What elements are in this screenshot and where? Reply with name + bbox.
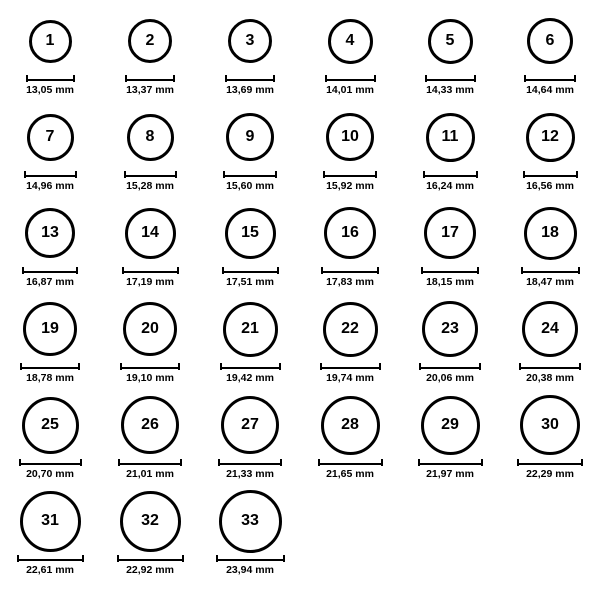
diameter-label: 22,29 mm <box>526 468 574 480</box>
diameter-label: 21,97 mm <box>426 468 474 480</box>
ring-size-cell <box>400 8 500 104</box>
diameter-measure-bar <box>523 170 578 179</box>
ring-circle-wrap <box>25 200 75 266</box>
diameter-measure-bar <box>117 554 184 563</box>
ring-size-cell <box>200 488 300 584</box>
measure-line <box>122 267 179 274</box>
ring-circle-icon <box>22 397 79 454</box>
ring-circle-icon <box>324 207 376 259</box>
measure-line <box>321 267 379 274</box>
ring-circle-wrap <box>520 392 580 458</box>
ring-circle-icon <box>520 395 580 455</box>
measure-line <box>22 267 78 274</box>
ring-size-number: 14 <box>141 224 159 241</box>
ring-circle-icon <box>225 208 276 259</box>
ring-size-number: 24 <box>541 320 559 337</box>
diameter-measure-bar <box>425 74 476 83</box>
diameter-measure-bar <box>323 170 377 179</box>
ring-circle-icon <box>123 302 177 356</box>
ring-circle-icon <box>426 113 475 162</box>
ring-circle-icon <box>526 113 575 162</box>
ring-size-number: 4 <box>345 32 355 49</box>
ring-size-cell <box>400 392 500 488</box>
ring-size-cell <box>100 488 200 584</box>
ring-circle-wrap <box>219 488 282 554</box>
diameter-measure-bar <box>421 266 479 275</box>
measure-line <box>423 171 478 178</box>
ring-circle-icon <box>23 302 77 356</box>
ring-circle-icon <box>321 396 380 455</box>
diameter-label: 22,92 mm <box>126 564 174 576</box>
ring-circle-wrap <box>123 296 177 362</box>
measure-line <box>325 75 376 82</box>
diameter-measure-bar <box>19 458 82 467</box>
ring-circle-icon <box>421 396 480 455</box>
ring-size-number: 27 <box>241 416 259 433</box>
diameter-label: 17,51 mm <box>226 276 274 288</box>
ring-circle-wrap <box>120 488 181 554</box>
diameter-label: 13,69 mm <box>226 84 274 96</box>
ring-circle-wrap <box>426 104 475 170</box>
ring-circle-wrap <box>23 296 77 362</box>
ring-size-cell <box>300 200 400 296</box>
diameter-label: 15,60 mm <box>226 180 274 192</box>
measure-line <box>120 363 180 370</box>
ring-circle-wrap <box>225 200 276 266</box>
diameter-label: 17,19 mm <box>126 276 174 288</box>
ring-circle-icon <box>125 208 176 259</box>
ring-size-number: 19 <box>41 320 59 337</box>
diameter-label: 20,38 mm <box>526 372 574 384</box>
measure-line <box>418 459 483 466</box>
ring-circle-wrap <box>524 200 577 266</box>
ring-circle-icon <box>422 301 478 357</box>
ring-circle-wrap <box>20 488 81 554</box>
diameter-measure-bar <box>24 170 77 179</box>
measure-line <box>323 171 377 178</box>
ring-size-number: 13 <box>41 224 59 241</box>
measure-line <box>26 75 75 82</box>
diameter-label: 17,83 mm <box>326 276 374 288</box>
ring-circle-icon <box>424 207 476 259</box>
ring-circle-icon <box>522 301 578 357</box>
ring-circle-icon <box>428 19 473 64</box>
measure-line <box>521 267 580 274</box>
measure-line <box>523 171 578 178</box>
ring-size-cell <box>200 296 300 392</box>
ring-circle-wrap <box>128 8 172 74</box>
diameter-label: 13,05 mm <box>26 84 74 96</box>
ring-circle-icon <box>524 207 577 260</box>
diameter-measure-bar <box>419 362 481 371</box>
ring-size-cell <box>200 104 300 200</box>
diameter-label: 18,78 mm <box>26 372 74 384</box>
diameter-measure-bar <box>26 74 75 83</box>
diameter-measure-bar <box>318 458 383 467</box>
ring-size-cell <box>0 8 100 104</box>
diameter-measure-bar <box>20 362 80 371</box>
ring-size-cell <box>0 392 100 488</box>
ring-circle-icon <box>27 114 74 161</box>
ring-size-cell <box>500 392 600 488</box>
diameter-label: 14,01 mm <box>326 84 374 96</box>
measure-line <box>216 555 285 562</box>
ring-size-number: 2 <box>145 32 155 49</box>
ring-size-number: 5 <box>445 32 455 49</box>
measure-line <box>225 75 275 82</box>
ring-size-number: 12 <box>541 128 559 145</box>
ring-circle-icon <box>223 302 278 357</box>
ring-size-number: 33 <box>241 512 259 529</box>
diameter-measure-bar <box>521 266 580 275</box>
ring-circle-icon <box>226 113 274 161</box>
diameter-label: 21,65 mm <box>326 468 374 480</box>
measure-line <box>17 555 84 562</box>
diameter-label: 18,15 mm <box>426 276 474 288</box>
diameter-measure-bar <box>320 362 381 371</box>
measure-line <box>517 459 583 466</box>
diameter-measure-bar <box>118 458 182 467</box>
measure-line <box>24 171 77 178</box>
diameter-label: 19,10 mm <box>126 372 174 384</box>
ring-circle-wrap <box>223 296 278 362</box>
ring-circle-icon <box>328 19 373 64</box>
diameter-measure-bar <box>17 554 84 563</box>
diameter-measure-bar <box>22 266 78 275</box>
diameter-measure-bar <box>124 170 177 179</box>
ring-size-cell <box>500 8 600 104</box>
ring-size-cell <box>100 392 200 488</box>
ring-size-cell <box>300 296 400 392</box>
ring-circle-icon <box>527 18 573 64</box>
ring-circle-icon <box>29 20 72 63</box>
ring-size-number: 30 <box>541 416 559 433</box>
diameter-measure-bar <box>418 458 483 467</box>
diameter-label: 21,33 mm <box>226 468 274 480</box>
ring-circle-wrap <box>22 392 79 458</box>
diameter-label: 20,70 mm <box>26 468 74 480</box>
measure-line <box>223 171 277 178</box>
diameter-measure-bar <box>122 266 179 275</box>
ring-circle-wrap <box>326 104 374 170</box>
ring-size-cell <box>0 104 100 200</box>
ring-size-cell <box>200 200 300 296</box>
measure-line <box>524 75 576 82</box>
ring-size-number: 20 <box>141 320 159 337</box>
ring-circle-wrap <box>27 104 74 170</box>
ring-size-cell <box>400 200 500 296</box>
ring-size-number: 21 <box>241 320 259 337</box>
diameter-label: 21,01 mm <box>126 468 174 480</box>
ring-size-number: 16 <box>341 224 359 241</box>
ring-circle-icon <box>228 19 272 63</box>
ring-size-cell <box>0 296 100 392</box>
ring-circle-icon <box>128 19 172 63</box>
diameter-label: 16,56 mm <box>526 180 574 192</box>
diameter-label: 13,37 mm <box>126 84 174 96</box>
ring-size-number: 6 <box>545 32 555 49</box>
ring-circle-wrap <box>226 104 274 170</box>
ring-size-cell <box>0 488 100 584</box>
ring-size-number: 29 <box>441 416 459 433</box>
ring-circle-wrap <box>424 200 476 266</box>
ring-size-cell <box>400 296 500 392</box>
diameter-measure-bar <box>325 74 376 83</box>
ring-size-number: 23 <box>441 320 459 337</box>
measure-line <box>19 459 82 466</box>
measure-line <box>117 555 184 562</box>
ring-circle-wrap <box>321 392 380 458</box>
ring-size-number: 9 <box>245 128 255 145</box>
diameter-label: 23,94 mm <box>226 564 274 576</box>
ring-circle-wrap <box>527 8 573 74</box>
ring-circle-wrap <box>228 8 272 74</box>
ring-size-number: 15 <box>241 224 259 241</box>
diameter-measure-bar <box>222 266 279 275</box>
ring-circle-wrap <box>29 8 72 74</box>
measure-line <box>20 363 80 370</box>
ring-circle-wrap <box>121 392 179 458</box>
diameter-label: 20,06 mm <box>426 372 474 384</box>
diameter-measure-bar <box>225 74 275 83</box>
diameter-label: 14,64 mm <box>526 84 574 96</box>
ring-size-cell <box>300 392 400 488</box>
ring-size-number: 7 <box>45 128 55 145</box>
ring-size-number: 28 <box>341 416 359 433</box>
ring-circle-wrap <box>422 296 478 362</box>
ring-circle-wrap <box>421 392 480 458</box>
ring-circle-icon <box>127 114 174 161</box>
ring-size-cell <box>500 200 600 296</box>
measure-line <box>421 267 479 274</box>
diameter-measure-bar <box>120 362 180 371</box>
measure-line <box>519 363 581 370</box>
ring-size-cell <box>200 8 300 104</box>
ring-circle-wrap <box>526 104 575 170</box>
ring-size-number: 26 <box>141 416 159 433</box>
ring-size-cell <box>300 8 400 104</box>
ring-size-number: 8 <box>145 128 155 145</box>
diameter-label: 18,47 mm <box>526 276 574 288</box>
measure-line <box>222 267 279 274</box>
ring-circle-wrap <box>328 8 373 74</box>
ring-circle-wrap <box>323 296 378 362</box>
ring-circle-icon <box>25 208 75 258</box>
ring-circle-icon <box>219 490 282 553</box>
ring-size-number: 17 <box>441 224 459 241</box>
diameter-label: 19,74 mm <box>326 372 374 384</box>
diameter-measure-bar <box>517 458 583 467</box>
ring-size-cell <box>100 8 200 104</box>
diameter-label: 14,33 mm <box>426 84 474 96</box>
ring-circle-icon <box>326 113 374 161</box>
measure-line <box>124 171 177 178</box>
ring-size-cell <box>100 296 200 392</box>
diameter-label: 14,96 mm <box>26 180 74 192</box>
ring-size-cell <box>300 104 400 200</box>
diameter-label: 15,28 mm <box>126 180 174 192</box>
diameter-label: 19,42 mm <box>226 372 274 384</box>
ring-size-cell <box>200 392 300 488</box>
diameter-measure-bar <box>218 458 282 467</box>
ring-size-cell <box>0 200 100 296</box>
ring-size-cell <box>400 104 500 200</box>
diameter-label: 15,92 mm <box>326 180 374 192</box>
ring-circle-icon <box>323 302 378 357</box>
ring-circle-icon <box>120 491 181 552</box>
ring-size-number: 32 <box>141 512 159 529</box>
ring-circle-wrap <box>324 200 376 266</box>
ring-size-number: 25 <box>41 416 59 433</box>
diameter-label: 22,61 mm <box>26 564 74 576</box>
measure-line <box>218 459 282 466</box>
ring-size-number: 10 <box>341 128 359 145</box>
diameter-measure-bar <box>423 170 478 179</box>
measure-line <box>118 459 182 466</box>
ring-circle-icon <box>20 491 81 552</box>
diameter-measure-bar <box>321 266 379 275</box>
diameter-measure-bar <box>216 554 285 563</box>
ring-circle-wrap <box>127 104 174 170</box>
diameter-measure-bar <box>519 362 581 371</box>
measure-line <box>425 75 476 82</box>
ring-size-number: 1 <box>45 32 55 49</box>
diameter-measure-bar <box>220 362 281 371</box>
diameter-measure-bar <box>125 74 175 83</box>
measure-line <box>318 459 383 466</box>
diameter-measure-bar <box>524 74 576 83</box>
ring-circle-wrap <box>221 392 279 458</box>
ring-size-cell <box>100 104 200 200</box>
ring-circle-wrap <box>125 200 176 266</box>
ring-size-cell <box>100 200 200 296</box>
ring-circle-icon <box>121 396 179 454</box>
diameter-measure-bar <box>223 170 277 179</box>
measure-line <box>419 363 481 370</box>
diameter-label: 16,24 mm <box>426 180 474 192</box>
ring-size-number: 11 <box>441 128 459 145</box>
ring-size-cell <box>500 296 600 392</box>
ring-circle-icon <box>221 396 279 454</box>
diameter-label: 16,87 mm <box>26 276 74 288</box>
ring-circle-wrap <box>522 296 578 362</box>
ring-size-number: 31 <box>41 512 59 529</box>
ring-size-number: 18 <box>541 224 559 241</box>
ring-size-number: 22 <box>341 320 359 337</box>
measure-line <box>320 363 381 370</box>
ring-circle-wrap <box>428 8 473 74</box>
measure-line <box>220 363 281 370</box>
measure-line <box>125 75 175 82</box>
ring-size-cell <box>500 104 600 200</box>
ring-size-number: 3 <box>245 32 255 49</box>
